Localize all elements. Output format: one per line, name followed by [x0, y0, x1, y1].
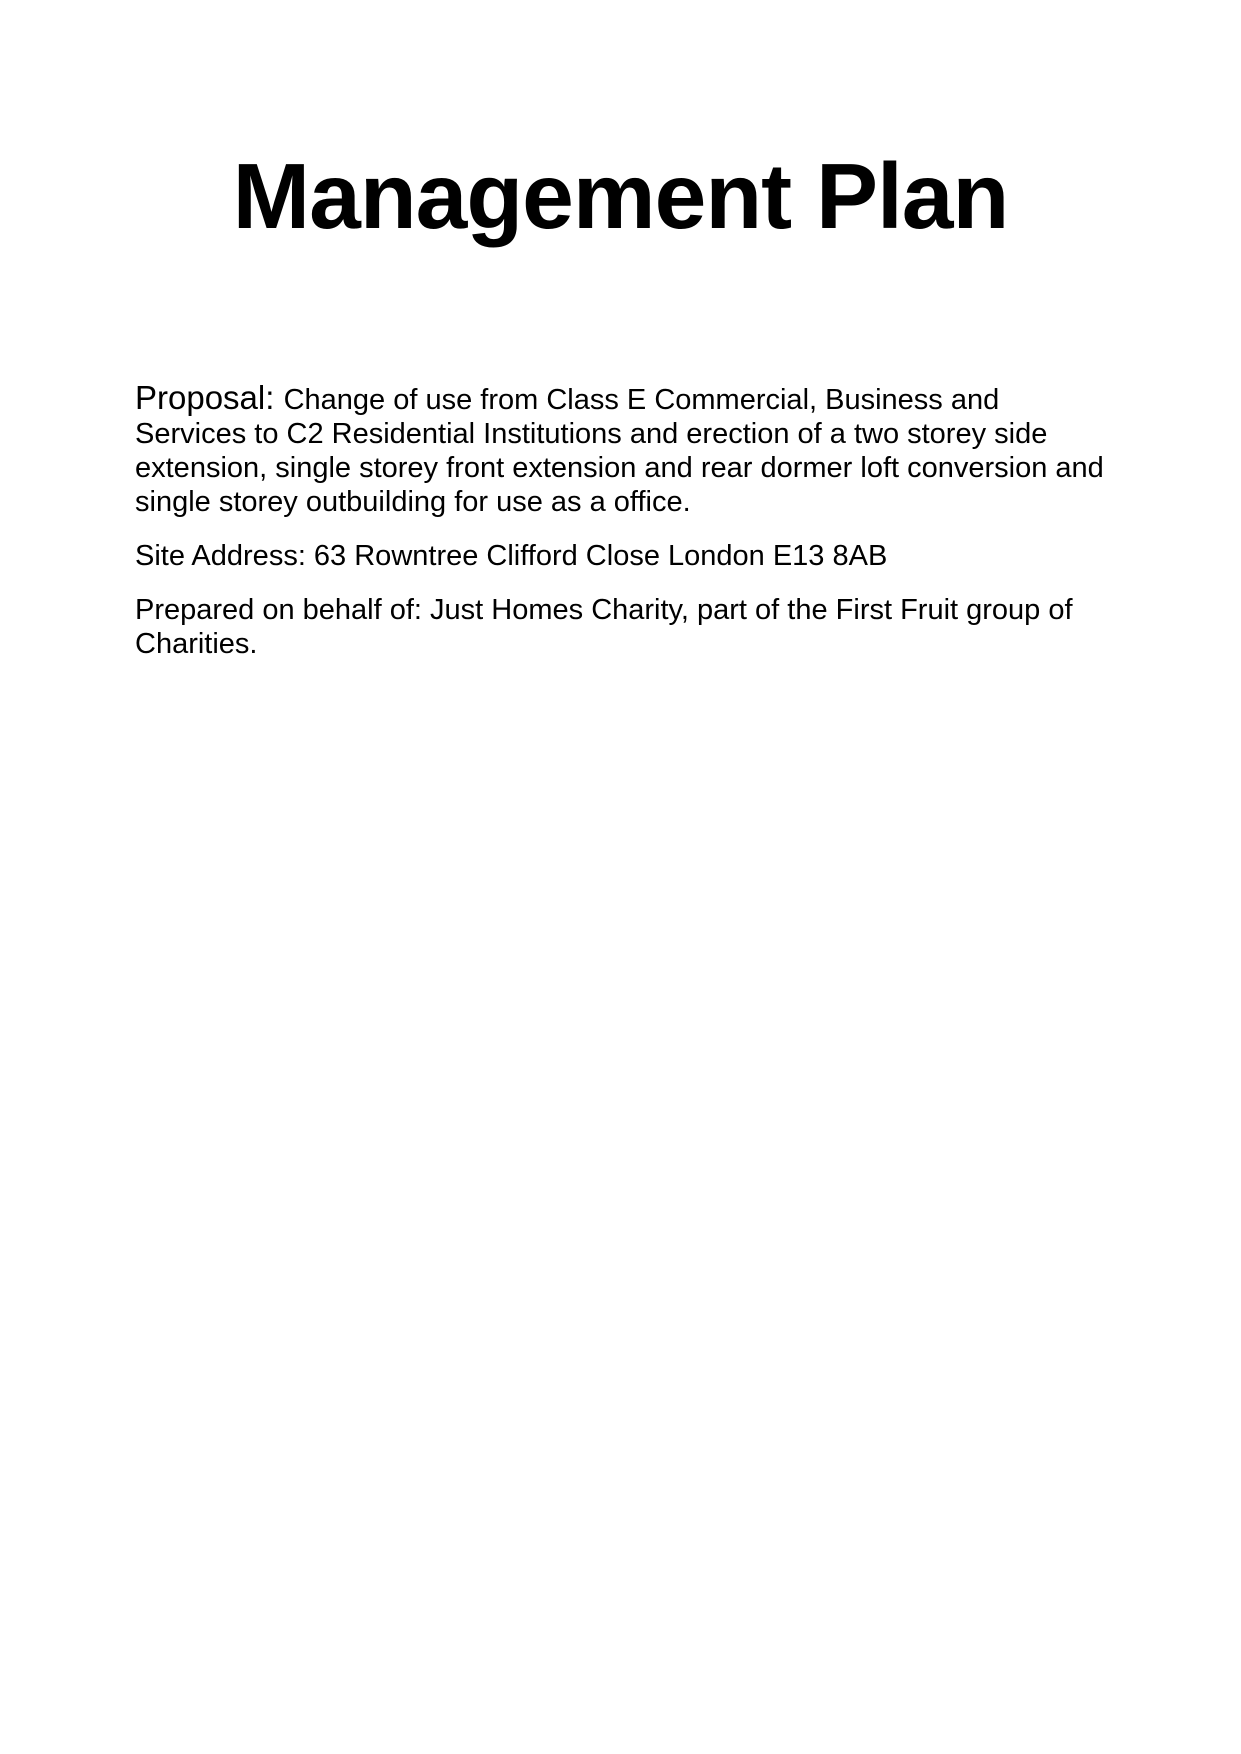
proposal-label: Proposal: [135, 379, 284, 416]
document-title: Management Plan [232, 144, 1009, 248]
proposal-text: Change of use from Class E Commercial, Business and Services to C2 Residential Institutions and erection of a two storey side extension, single storey front extension and rear dormer loft conversion and single storey outbuilding for use as a office. [135, 384, 1104, 518]
proposal-paragraph [135, 381, 1106, 519]
site-address-paragraph: Site Address: 63 Rowntree Clifford Close London E13 8AB [135, 540, 888, 572]
prepared-on-behalf-paragraph: Prepared on behalf of: Just Homes Charity, part of the First Fruit group of Charities. [135, 594, 1073, 660]
document-body [0, 243, 1241, 661]
